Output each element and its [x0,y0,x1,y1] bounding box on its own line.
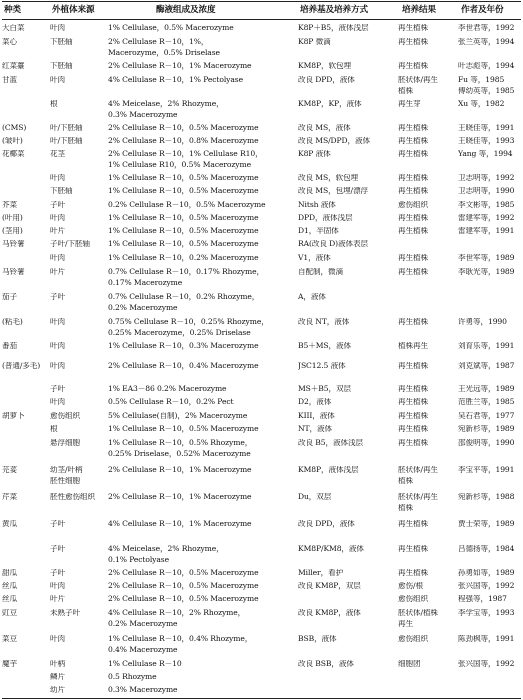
cell-explant: 根 [50,100,58,108]
cell-explant: 鳞片 [50,673,65,681]
cell-explant: 叶肉 [50,342,65,350]
cell-explant: 未熟子叶 [50,609,80,617]
cell-explant: 子叶 [50,520,65,528]
cell-medium: 改良 DPD，液体 [298,520,355,528]
cell-result: 再生植株 [398,254,428,262]
cell-explant: 叶肉 [50,254,65,262]
cell-result: 再生植株 [398,569,428,577]
cell-explant: 叶片 [50,227,65,235]
cell-explant: 下胚轴 [50,62,73,70]
cell-medium: JSC12.5 液体 [298,362,346,370]
cell-medium: BSB，液体 [298,635,337,643]
cell-enzyme: 5% Cellulase(自制)，2% Macerozyme [108,412,248,420]
cell-species: 番茄 [2,342,17,350]
cell-author: 李世军等，1989 [458,254,515,262]
cell-result: 再生植株 [398,545,428,553]
cell-author: 吕德扬等，1984 [458,545,515,553]
cell-medium: RA(改良 D)液体表层 [298,240,368,248]
cell-result: 再生 [398,620,413,628]
cell-medium: 改良 MS，软包埋 [298,174,359,182]
cell-explant: 子叶/下胚轴 [50,240,90,248]
cell-enzyme: 1% Cellulase R－10，0.5% Macerozyme [108,240,259,248]
cell-medium: 自配制，微滴 [298,268,343,276]
cell-author: 许勇等，1990 [458,318,507,326]
cell-medium: 改良 KM8P，液体 [298,609,361,617]
cell-species: 芹菜 [2,493,17,501]
cell-enzyme: 0.1% Pectolyase [108,556,169,564]
cell-enzyme: 1% Cellulase R－10，0.5% Macerozyme [108,174,259,182]
cell-result: 再生芽 [398,100,421,108]
cell-result: 胚状体/植株 [398,609,438,617]
cell-enzyme: 2% Cellulase R－10，1%， [108,38,209,46]
cell-result: 胚状体/再生 [398,466,438,474]
cell-enzyme: 1% Cellulase R－10，0.5% Rhozyme， [108,439,253,447]
cell-explant: 叶肉 [50,318,65,326]
cell-author: 张兰英等，1994 [458,38,515,46]
cell-species: (皱叶) [2,137,23,145]
cell-author: 卫志明等，1990 [458,187,515,195]
cell-medium: K8P＋B5，液体浅层 [298,24,369,32]
cell-enzyme: 0.5 Rhozyme [108,673,157,681]
cell-explant: 叶肉 [50,174,65,182]
cell-result: 植株 [398,87,413,95]
cell-author: 李文彬等，1985 [458,201,515,209]
cell-author: 刘育乐等，1991 [458,342,515,350]
cell-author: Yang 等，1994 [458,150,513,158]
cell-result: 细胞团 [398,660,421,668]
cell-enzyme: 4% Cellulase R－10，2% Rhozyme， [108,609,246,617]
cell-result: 再生植株 [398,214,428,222]
cell-species: (CMS) [2,124,27,132]
cell-enzyme: 2% Cellulase R－10，0.5% Macerozyme [108,124,259,132]
header-result: 培养结果 [402,5,436,15]
cell-medium: K8P 微滴 [298,38,331,46]
cell-explant: 根 [50,425,58,433]
cell-species: 菜豆 [2,635,17,643]
cell-result: 再生植株 [398,520,428,528]
cell-enzyme: 1% EA3－86 0.2% Macerozyme [108,385,227,393]
cell-explant: 叶肉 [50,398,65,406]
bottom-rule [2,698,521,699]
cell-species: 丝瓜 [2,595,17,603]
cell-author: 李耿光等，1989 [458,268,515,276]
cell-author: 宛新杉等，1989 [458,425,515,433]
cell-explant: 胚性愈伤组织 [50,493,95,501]
cell-enzyme: 2% Cellulase R－10，0.4% Macerozyme [108,362,259,370]
cell-enzyme: 2% Cellulase R－10，1% Macerozyme [108,62,252,70]
cell-enzyme: 1% Cellulase R－10，0.5% Macerozyme [108,227,259,235]
cell-result: 再生植株 [398,227,428,235]
cell-medium: 改良 MS，液体 [298,124,351,132]
cell-enzyme: Macerozyme，0.5% Driselase [108,49,220,57]
cell-explant: 胚性细胞 [50,477,80,485]
cell-result: 植株再生 [398,342,428,350]
cell-medium: Miller，看护 [298,569,344,577]
cell-result: 胚状体/再生 [398,76,438,84]
cell-explant: 愈伤组织 [50,412,80,420]
cell-species: 花椰菜 [2,150,25,158]
cell-explant: 子叶 [50,545,65,553]
cell-author: 王光远等，1989 [458,385,515,393]
cell-enzyme: 1% Cellulase R－10，0.2% Macerozyme [108,254,259,262]
cell-explant: 叶肉 [50,76,65,84]
cell-explant: 子叶 [50,385,65,393]
cell-medium: D1，半固体 [298,227,339,235]
cell-explant: 叶/下胚轴 [50,137,83,145]
cell-explant: 子叶 [50,201,65,209]
header-species: 种类 [4,5,21,15]
cell-result: 再生植株 [398,425,428,433]
cell-enzyme: 0.25% Driselase，0.52% Macerozyme [108,450,251,458]
cell-species: 甘蓝 [2,76,17,84]
cell-enzyme: 4% Cellulase R－10，1% Macerozyme [108,520,252,528]
cell-explant: 叶柄 [50,660,65,668]
cell-species: 胡萝卜 [2,412,25,420]
cell-medium: 改良 MS/DPD，液体 [298,137,371,145]
cell-explant: 幼茎/叶柄 [50,466,83,474]
cell-enzyme: 4% Meicelase，2% Rhozyme， [108,545,224,553]
cell-author: 王晓佳等，1991 [458,124,515,132]
cell-species: 大白菜 [2,24,25,32]
cell-species: (茎用) [2,227,23,235]
cell-enzyme: 0.7% Cellulase R－10，0.17% Rhozyme， [108,268,264,276]
cell-enzyme: 2% Cellulase R－10，1% Macerozyme [108,466,252,474]
cell-species: 芥菜 [2,201,17,209]
cell-explant: 下胚轴 [50,38,73,46]
header-medium: 培养基及培养方式 [300,5,368,15]
cell-enzyme: 0.25% Macerozyme，0.25% Driselase [108,329,251,337]
cell-medium: KM8P，KP，液体 [298,100,362,108]
cell-species: 甜瓜 [2,569,17,577]
cell-species: 菜心 [2,38,17,46]
cell-result: 愈伤组织 [398,595,428,603]
cell-species: (叶用) [2,214,23,222]
cell-medium: MS＋B5，双层 [298,385,351,393]
cell-author: 范胜兰等，1985 [458,398,515,406]
cell-medium: 改良 DPD，液体 [298,76,355,84]
cell-medium: B5＋MS，液体 [298,342,351,350]
cell-enzyme: 1% Cellulase R－10 [108,660,182,668]
cell-author: Fu 等，1985 [458,76,505,84]
cell-result: 再生植株 [398,412,428,420]
cell-enzyme: 1% Cellulase，0.5% Macerozyme [108,24,234,32]
cell-species: 丝瓜 [2,582,17,590]
cell-enzyme: 1% Cellulase R－10，0.3% Macerozyme [108,342,259,350]
cell-medium: K8P 液体 [298,150,331,158]
cell-author: 程强等，1987 [458,595,507,603]
cell-enzyme: 2% Cellulase R－10，0.5% Macerozyme [108,582,259,590]
cell-result: 愈伤/根 [398,582,423,590]
header-enzyme: 酶液组成及浓度 [156,5,216,15]
cell-medium: D2，液体 [298,398,332,406]
cell-enzyme: 0.3% Macerozyme [108,111,178,119]
cell-enzyme: 1% Cellulase R－10，0.4% Rhozyme， [108,635,253,643]
cell-enzyme: 0.4% Macerozyme [108,646,178,654]
cell-author: 李世君等，1992 [458,24,515,32]
cell-result: 植株 [398,504,413,512]
cell-author: 叶志彪等，1994 [458,62,515,70]
cell-enzyme: 2% Cellulase R－10，1% Macerozyme [108,493,252,501]
cell-species: 红菜薹 [2,62,25,70]
cell-author: 陈劲枫等，1991 [458,635,515,643]
cell-enzyme: 0.2% Cellulase R－10，0.5% Macerozyme [108,201,266,209]
cell-explant: 叶肉 [50,582,65,590]
cell-explant: 幼片 [50,686,65,694]
cell-result: 再生植株 [398,318,428,326]
cell-result: 再生植株 [398,38,428,46]
cell-species: 魔芋 [2,660,17,668]
cell-result: 再生植株 [398,187,428,195]
cell-medium: 改良 NT，液体 [298,318,350,326]
cell-medium: KM8P/KM8，液体 [298,545,364,553]
cell-author: 邵俊明等，1990 [458,439,515,447]
cell-medium: DPD，液体浅层 [298,214,353,222]
cell-medium: NT，液体 [298,425,332,433]
cell-enzyme: 1% Cellulase R－10，0.5% Macerozyme [108,187,259,195]
cell-author: 贾士荣等，1989 [458,520,515,528]
cell-explant: 子叶 [50,293,65,301]
cell-enzyme: 0.17% Macerozyme [108,279,183,287]
cell-medium: KIII，液体 [298,412,335,420]
cell-enzyme: 2% Cellulase R－10，0.5% Macerozyme [108,569,259,577]
cell-species: 黄瓜 [2,520,17,528]
cell-enzyme: 2% Cellulase R－10，0.5% Macerozyme [108,595,259,603]
cell-result: 再生植株 [398,174,428,182]
cell-medium: Du，双层 [298,493,332,501]
cell-explant: 叶肉 [50,635,65,643]
cell-enzyme: 4% Cellulase R－10，1% Pectolyase [108,76,243,84]
cell-enzyme: 1% Cellulase R－10，0.5% Macerozyme [108,214,259,222]
cell-medium: V1，液体 [298,254,331,262]
cell-medium: KM8P，软包埋 [298,62,351,70]
cell-explant: 叶片 [50,268,65,276]
cell-author: Xu 等，1982 [458,100,505,108]
cell-medium: 改良 KM8P，双层 [298,582,361,590]
cell-medium: Nitsh 液体 [298,201,336,209]
cell-author: 孙勇如等，1989 [458,569,515,577]
cell-author: 张兴国等，1992 [458,660,515,668]
cell-result: 再生植株 [398,150,428,158]
cell-species: 芫荽 [2,466,17,474]
cell-result: 植株 [398,477,413,485]
cell-explant: 悬浮细胞 [50,439,80,447]
cell-species: (普通/多毛) [2,362,41,370]
cell-author: 傅幼英等，1985 [458,87,515,95]
cell-species: 马铃薯 [2,240,25,248]
cell-author: 刘克斌等，1987 [458,362,515,370]
cell-enzyme: 0.2% Macerozyme [108,304,178,312]
cell-enzyme: 2% Cellulase R－10，0.8% Macerozyme [108,137,259,145]
cell-result: 再生植株 [398,398,428,406]
cell-medium: 改良 B5，液体浅层 [298,439,363,447]
cell-result: 再生植株 [398,24,428,32]
cell-explant: 叶片 [50,595,65,603]
cell-medium: KM8P，液体浅层 [298,466,359,474]
cell-explant: 叶肉 [50,214,65,222]
top-rule [2,1,521,2]
cell-species: (粘毛) [2,318,23,326]
cell-author: 宛新杉等，1988 [458,493,515,501]
cell-result: 再生植株 [398,124,428,132]
cell-author: 雷建军等，1992 [458,214,515,222]
cell-enzyme: 0.2% Macerozyme [108,620,178,628]
cell-explant: 花茎 [50,150,65,158]
cell-author: 李学宝等，1993 [458,609,515,617]
cell-species: 茄子 [2,293,17,301]
cell-medium: 改良 BSB，液体 [298,660,354,668]
cell-explant: 下胚轴 [50,187,73,195]
cell-result: 胚状体/再生 [398,493,438,501]
cell-author: 李宝平等，1991 [458,466,515,474]
cell-species: 马铃薯 [2,268,25,276]
cell-explant: 子叶 [50,569,65,577]
cell-enzyme: 1% Cellulase R10，0.5% Macerozyme [108,161,251,169]
cell-enzyme: 0.3% Macerozyme [108,686,178,694]
cell-enzyme: 0.75% Cellulase R－10，0.25% Rhozyme， [108,318,269,326]
cell-medium: A，液体 [298,293,326,301]
cell-explant: 叶肉 [50,362,65,370]
cell-enzyme: 2% Cellulase R－10，1% Cellulase R10， [108,150,263,158]
cell-medium: 改良 MS，包埋/漂浮 [298,187,369,195]
header-rule [2,19,521,20]
cell-author: 吴石君等，1977 [458,412,515,420]
cell-enzyme: 0.7% Cellulase R－10，0.2% Rhozyme， [108,293,260,301]
cell-result: 愈伤组织 [398,201,428,209]
cell-author: 卫志明等，1992 [458,174,515,182]
cell-enzyme: 1% Cellulase R－10，0.5% Macerozyme [108,425,259,433]
cell-result: 再生植株 [398,385,428,393]
header-author: 作者及年份 [461,5,504,15]
cell-species: 豇豆 [2,609,17,617]
cell-author: 张兴国等，1992 [458,582,515,590]
cell-enzyme: 0.5% Cellulase R－10，0.2% Pect [108,398,234,406]
cell-author: 王晓佳等，1993 [458,137,515,145]
cell-result: 再生植株 [398,362,428,370]
cell-result: 再生植株 [398,62,428,70]
cell-result: 愈伤组织 [398,635,428,643]
cell-enzyme: 4% Meicelase，2% Rhozyme， [108,100,224,108]
cell-explant: 叶肉 [50,24,65,32]
cell-result: 再生植株 [398,439,428,447]
cell-result: 再生植株 [398,137,428,145]
header-explant: 外植体来源 [52,5,95,15]
cell-explant: 叶/下胚轴 [50,124,83,132]
cell-author: 雷建军等，1991 [458,227,515,235]
cell-result: 再生植株 [398,268,428,276]
